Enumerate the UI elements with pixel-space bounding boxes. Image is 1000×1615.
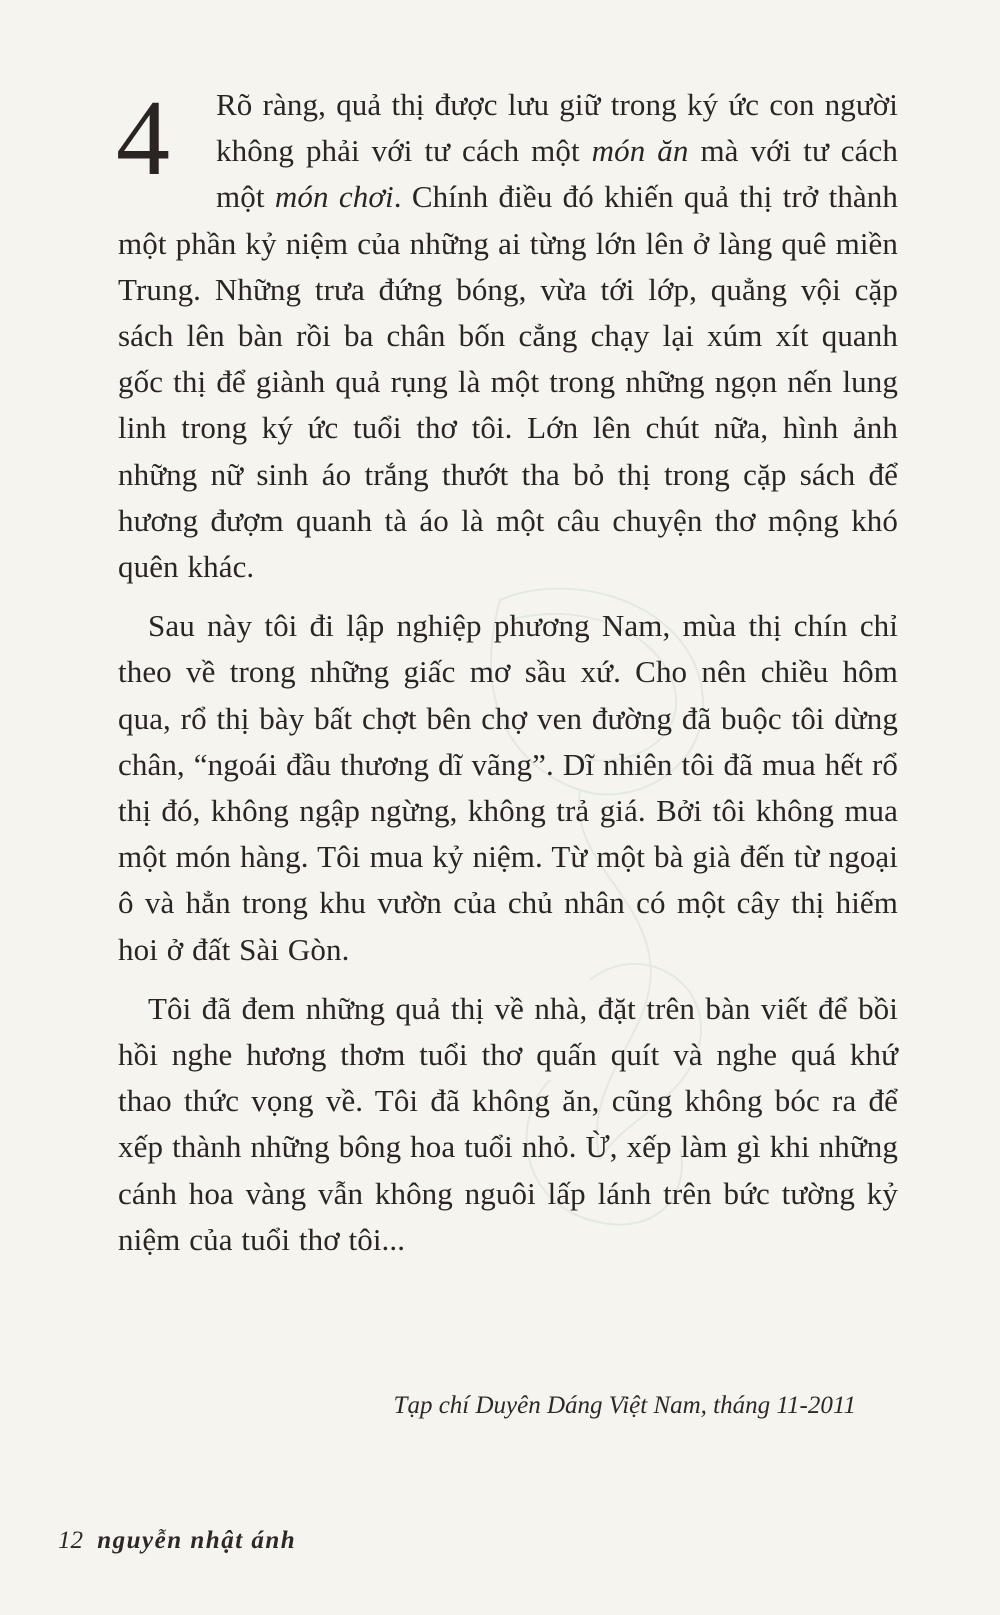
- paragraph-1-text-a: Rõ ràng, quả thị được lưu giữ trong ký ức con người không phải với tư cách một: [216, 87, 898, 169]
- article-body: [118, 82, 898, 1263]
- paragraph-1-italic-mon-choi: món chơi: [274, 179, 394, 215]
- chapter-number-glyph: [116, 88, 208, 180]
- author-name: nguyễn nhật ánh: [97, 1527, 297, 1554]
- paragraph-1-text-b: mà với tư cách một: [216, 133, 898, 215]
- page-footer: [58, 1525, 296, 1557]
- paragraph-3: Tôi đã đem những quả thị về nhà, đặt trên bàn viết để bồi hồi nghe hương thơm tuổi thơ quấn quít và nghe quá khứ thao thức vọng về. Tôi đã không ăn, cũng không bóc ra để xếp thành những bông hoa tuổi nhỏ. Ừ, xếp làm gì khi những cánh hoa vàng vẫn không nguôi lấp lánh trên bức tường kỷ niệm của tuổi thơ tôi...: [118, 990, 898, 1257]
- paragraph-1-text-c: . Chính điều đó khiến quả thị trở thành một phần kỷ niệm của những ai từng lớn lên ở làng quê miền Trung. Những trưa đứng bóng, vừa tới lớp, quẳng vội cặp sách lên bàn rồi ba chân bốn cẳng chạy lại xúm xít quanh gốc thị để giành quả rụng là một trong những ngọn nến lung linh trong ký ức tuổi thơ tôi. Lớn lên chút nữa, hình ảnh những nữ sinh áo trắng thướt tha bỏ thị trong cặp sách để hương đượm quanh tà áo là một câu chuyện thơ mộng khó quên khác.: [118, 179, 898, 585]
- paragraph-2: Sau này tôi đi lập nghiệp phương Nam, mùa thị chín chỉ theo về trong những giấc mơ sầu xứ. Cho nên chiều hôm qua, rổ thị bày bất chợt bên chợ ven đường đã buộc tôi dừng chân, “ngoái đầu thương dĩ vãng”. Dĩ nhiên tôi đã mua hết rổ thị đó, không ngập ngừng, không trả giá. Bởi tôi không mua một món hàng. Tôi mua kỷ niệm. Từ một bà già đến từ ngoại ô và hẳn trong khu vườn của chủ nhân có một cây thị hiếm hoi ở đất Sài Gòn.: [118, 608, 898, 967]
- chapter-number: 4: [116, 88, 171, 180]
- paragraph-1-italic-mon-an: món ăn: [591, 133, 689, 169]
- drop-cap-numeral: [116, 88, 208, 180]
- page-number: 12: [58, 1527, 83, 1554]
- source-citation: Tạp chí Duyên Dáng Việt Nam, tháng 11-2011: [393, 1392, 856, 1419]
- paragraph-1: [118, 82, 898, 590]
